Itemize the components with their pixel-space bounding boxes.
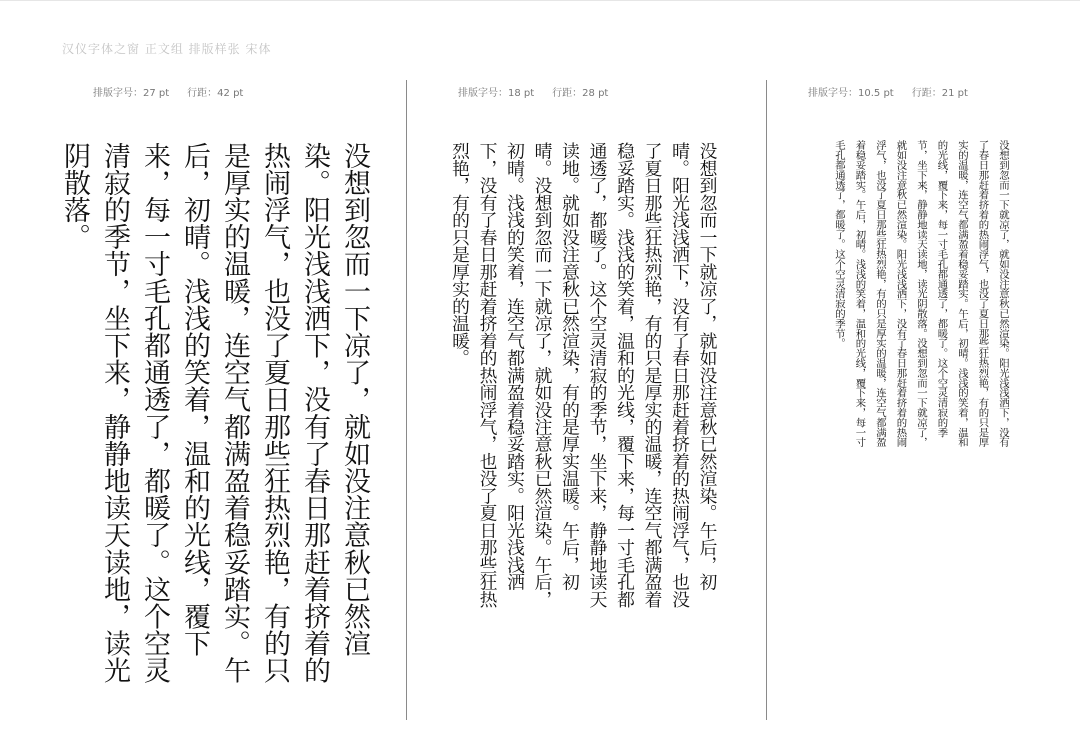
spec-line-10-5pt: [808, 84, 968, 99]
sample-text-27pt: 没想到忽而一下凉了，就如没注意秋已然渲染。阳光浅浅洒下，没有了春日那赶着挤着的热闹浮气，也没了夏日那些狂热烈艳，有的只是厚实的温暖，连空气都满盈着稳妥踏实。午后，初晴。浅浅的笑着，温和的光线，覆下来，每一寸毛孔都通透了，都暖了。这个空灵清寂的季节，坐下来，静静地读天读地，读光阴散落。: [59, 142, 370, 684]
spec-line-27pt: [93, 84, 243, 99]
font-size-label: 排版字号：18 pt: [458, 88, 535, 99]
top-border-line: [0, 0, 1080, 1]
sample-text-18pt: 没想到忽而一下就凉了，就如没注意秋已然渲染。午后，初晴。阳光浅浅洒下，没有了春日那赶着挤着的热闹浮气，也没了夏日那些狂热烈艳，有的只是厚实的温暖，连空气都满盈着稳妥踏实。浅浅的笑着，温和的光线，覆下来，每一寸毛孔都通透了，都暖了。这个空灵清寂的季节，坐下来，静静地读天读地。就如没注意秋已然渲染，有的是厚实温暖。午后，初晴。没想到忽而一下就凉了，就如没注意秋已然渲染。午后，初晴。浅浅的笑着，连空气都满盈着稳妥踏实。阳光浅浅洒下，没有了春日那赶着挤着的热闹浮气，也没了夏日那些狂热烈艳，有的只是厚实的温暖。: [449, 142, 718, 608]
leading-label: 行距：21 pt: [911, 88, 968, 99]
document-header-title: 汉仪字体之窗 正文组 排版样张 宋体: [62, 42, 272, 56]
leading-label: 行距：42 pt: [187, 88, 244, 99]
leading-label: 行距：28 pt: [552, 88, 609, 99]
sample-text-10-5pt: 没想到忽而一下就凉了，就如没注意秋已然渲染。阳光浅浅洒下，没有了春日那赶着挤着的热闹浮气，也没了夏日那些狂热烈艳，有的只是厚实的温暖，连空气都满盈着稳妥踏实。午后，初晴。浅浅的笑着，温和的光线，覆下来，每一寸毛孔都通透了，都暖了。这个空灵清寂的季节，坐下来，静静地读天读地，读光阴散落。没想到忽而一下就凉了，就如没注意秋已然渲染。阳光浅浅洒下，没有了春日那赶着挤着的热闹浮气，也没了夏日那些狂热烈艳，有的只是厚实的温暖，连空气都满盈着稳妥踏实。午后，初晴。浅浅的笑着，温和的光线，覆下来，每一寸毛孔都通透了，都暖了。这个空灵清寂的季节。: [833, 140, 1009, 447]
column-divider: [766, 80, 767, 720]
spec-line-18pt: [458, 84, 608, 99]
font-size-label: 排版字号：27 pt: [93, 88, 170, 99]
column-divider: [406, 80, 407, 720]
font-size-label: 排版字号：10.5 pt: [808, 88, 894, 99]
